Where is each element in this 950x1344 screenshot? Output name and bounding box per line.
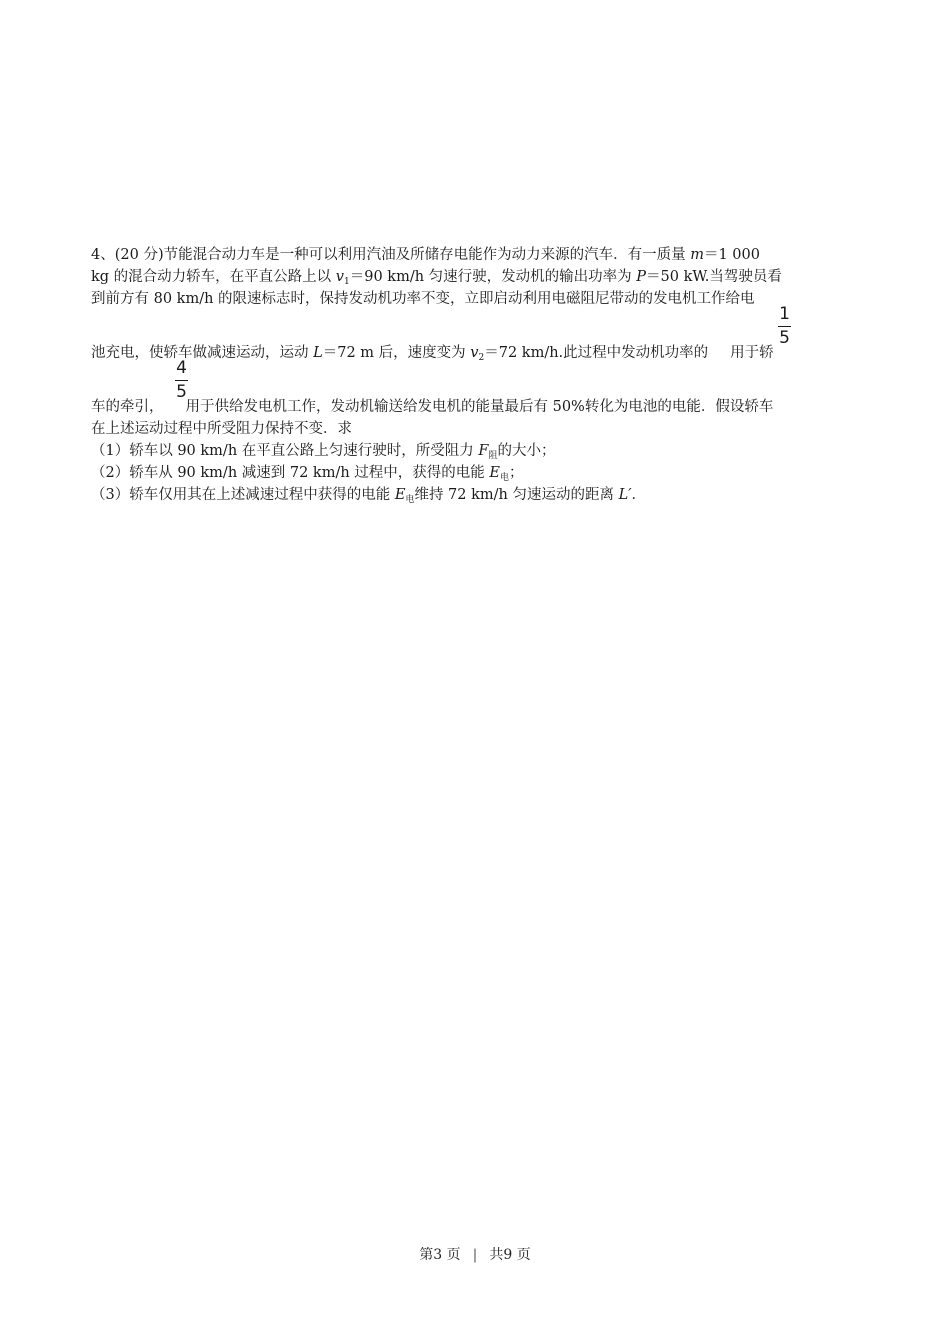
distance-prime-variable: L′ — [618, 487, 632, 503]
fraction-four-fifths: 4 5 — [176, 358, 187, 402]
energy-variable: E — [489, 465, 501, 481]
problem-line-6: 在上述运动过程中所受阻力保持不变．求 — [91, 421, 352, 437]
problem-points: (20 分) — [114, 247, 164, 263]
problem-line-2: kg 的混合动力轿车，在平直公路上以 $v_1=90$ km/h 匀速行驶，发动机的输出功率为 P＝50 kW.当驾驶员看 — [91, 269, 782, 287]
fraction-one-fifth: 1 5 — [779, 304, 790, 348]
mass-variable: m — [690, 247, 704, 263]
problem-4 — [91, 244, 861, 506]
footer-separator: | — [472, 1247, 478, 1263]
problem-line-4: 1 5 池充电，使轿车做减速运动，运动 L＝72 m 后，速度变为 $v_2=72$ km/h.此过程中发动机功率的 用于轿 — [91, 304, 790, 363]
problem-line-5: 4 5 车的牵引， 用于供给发电机工作，发动机输送给发电机的能量最后有 50%转化为电池的电能．假设轿车 — [91, 358, 774, 415]
v1-variable: v — [335, 269, 344, 285]
problem-line-3: 到前方有 80 km/h 的限速标志时，保持发动机功率不变，立即启动利用电磁阻尼带动的发电机工作给电 — [91, 291, 755, 307]
power-variable: P — [636, 269, 647, 285]
resistance-variable: F — [478, 443, 489, 459]
distance-variable: L — [313, 345, 323, 361]
question-3: （3）轿车仅用其在上述减速过程中获得的电能 $E_电$维持 72 km/h 匀速运动的距离 L′． — [91, 487, 647, 505]
question-1: （1）轿车以 90 km/h 在平直公路上匀速行驶时，所受阻力 $F_阻$的大小； — [91, 443, 556, 461]
v2-variable: v — [470, 345, 479, 361]
page-number: 第3 页 — [419, 1247, 461, 1263]
problem-line-1: 4、(20 分)节能混合动力车是一种可以利用汽油及所储存电能作为动力来源的汽车．有一质量 m＝1 000 — [91, 247, 760, 263]
page-footer — [0, 1244, 950, 1264]
energy-variable: E — [394, 487, 406, 503]
page-total: 共9 页 — [489, 1247, 531, 1263]
problem-number: 4、 — [91, 247, 115, 263]
question-2: （2）轿车从 90 km/h 减速到 72 km/h 过程中，获得的电能 $E_电$； — [91, 465, 524, 483]
